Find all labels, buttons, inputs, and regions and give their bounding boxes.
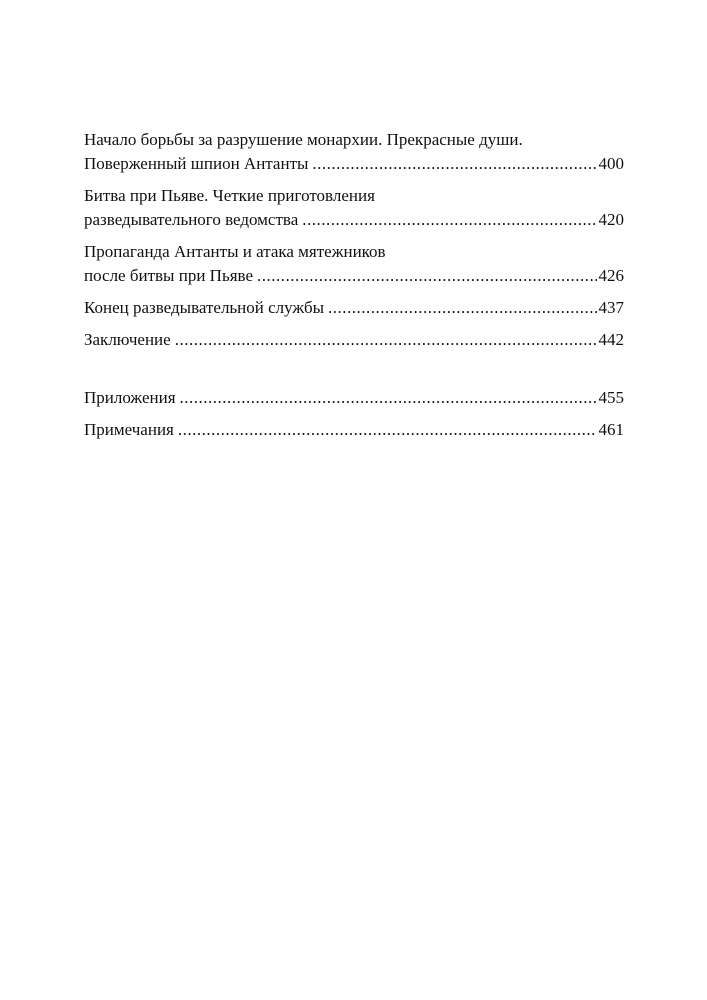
toc-page-number: 400 xyxy=(598,154,624,173)
toc-page-number: 426 xyxy=(598,266,624,285)
toc-entry-title-line: Приложения xyxy=(84,388,176,407)
toc-entry-final-line xyxy=(84,208,624,232)
toc-entry-title-line: Поверженный шпион Антанты xyxy=(84,154,309,173)
toc-page-number: 420 xyxy=(598,210,624,229)
toc-entry xyxy=(84,240,624,288)
toc-entry-final-line xyxy=(84,264,624,288)
dot-leader xyxy=(175,328,597,352)
dot-leader xyxy=(178,418,597,442)
toc-page-number: 437 xyxy=(598,298,624,317)
toc-entry-title-line: Конец разведывательной службы xyxy=(84,298,325,317)
toc-entry-title-line: Начало борьбы за разрушение монархии. Прекрасные души. xyxy=(84,130,523,149)
toc-entry xyxy=(84,386,624,410)
dot-leader xyxy=(180,386,597,410)
toc-entry xyxy=(84,328,624,352)
toc-entry-final-line xyxy=(84,328,624,352)
dot-leader xyxy=(257,264,597,288)
toc-entry-title-line: Заключение xyxy=(84,330,171,349)
toc-entry xyxy=(84,418,624,442)
toc-entry-title-line: после битвы при Пьяве xyxy=(84,266,253,285)
toc-page-number: 461 xyxy=(598,420,624,439)
toc-entry-title-line: Пропаганда Антанты и атака мятежников xyxy=(84,242,386,261)
dot-leader xyxy=(302,208,596,232)
toc-entry-title-line: Примечания xyxy=(84,420,174,439)
toc-entry-final-line xyxy=(84,152,624,176)
dot-leader xyxy=(312,152,596,176)
toc-entry xyxy=(84,184,624,232)
toc-entry xyxy=(84,296,624,320)
dot-leader xyxy=(328,296,596,320)
toc-entry-final-line xyxy=(84,386,624,410)
toc-entry-title-line: Битва при Пьяве. Четкие приготовления xyxy=(84,186,375,205)
toc-entry-final-line xyxy=(84,418,624,442)
toc-page-number: 455 xyxy=(598,388,624,407)
toc-entry-title-line: разведывательного ведомства xyxy=(84,210,299,229)
toc-entry xyxy=(84,128,624,176)
toc-page-number: 442 xyxy=(598,330,624,349)
table-of-contents xyxy=(84,128,624,442)
toc-entry-final-line xyxy=(84,296,624,320)
